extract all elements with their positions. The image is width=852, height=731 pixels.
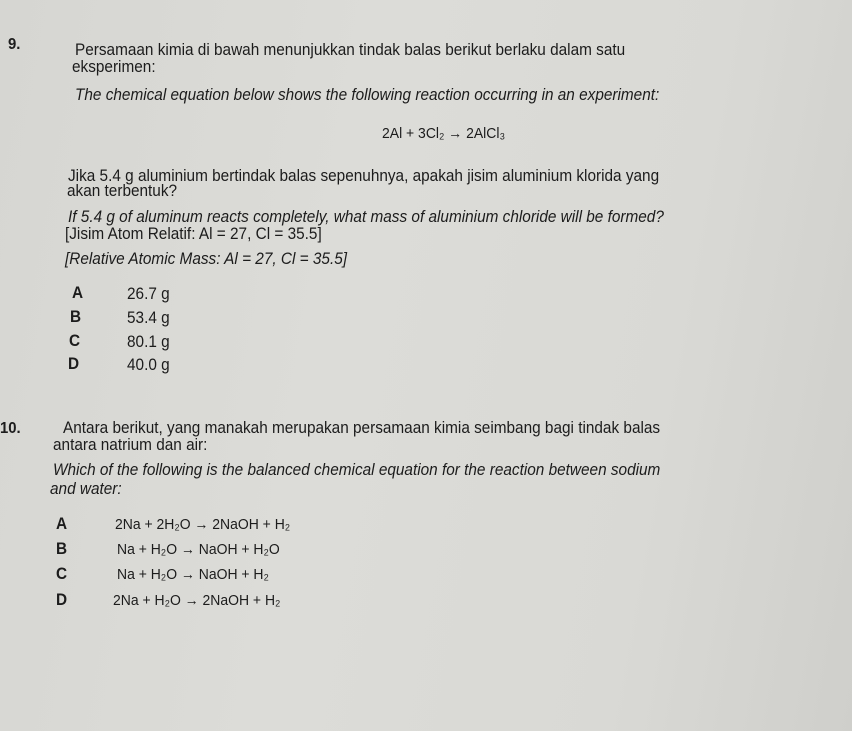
option-letter[interactable]: D xyxy=(56,591,68,609)
question-text-english: and water: xyxy=(50,480,122,498)
option-equation[interactable]: Na + H₂O → NaOH + H₂O xyxy=(117,541,280,558)
option-text[interactable]: 26.7 g xyxy=(127,285,170,303)
option-equation[interactable]: 2Na + 2H₂O → 2NaOH + H₂ xyxy=(115,516,291,533)
option-text[interactable]: 80.1 g xyxy=(127,333,170,351)
option-letter[interactable]: B xyxy=(70,308,82,326)
option-equation[interactable]: 2Na + H₂O → 2NaOH + H₂ xyxy=(113,592,281,609)
option-letter[interactable]: C xyxy=(56,565,68,583)
question-prompt-malay: Jika 5.4 g aluminium bertindak balas sepenuhnya, apakah jisim aluminium klorida yang xyxy=(68,167,660,185)
question-text-malay: Antara berikut, yang manakah merupakan persamaan kimia seimbang bagi tindak balas xyxy=(63,419,661,437)
option-letter[interactable]: B xyxy=(56,540,68,558)
option-equation[interactable]: Na + H₂O → NaOH + H₂ xyxy=(117,566,269,583)
option-letter[interactable]: A xyxy=(56,515,68,533)
relative-atomic-mass-malay: [Jisim Atom Relatif: Al = 27, Cl = 35.5] xyxy=(65,225,322,243)
question-text-english: Which of the following is the balanced chemical equation for the reaction between sodium xyxy=(53,461,661,479)
option-letter[interactable]: C xyxy=(69,332,81,350)
option-letter[interactable]: D xyxy=(68,355,80,373)
option-letter[interactable]: A xyxy=(72,284,84,302)
question-text-malay: antara natrium dan air: xyxy=(53,436,208,454)
option-text[interactable]: 53.4 g xyxy=(127,309,170,327)
question-number: 10. xyxy=(0,420,21,437)
question-number: 9. xyxy=(8,36,21,53)
option-text[interactable]: 40.0 g xyxy=(127,356,170,374)
chemical-equation: 2Al + 3Cl₂ → 2AlCl₃ xyxy=(382,125,506,142)
question-text-malay: Persamaan kimia di bawah menunjukkan tindak balas berikut berlaku dalam satu xyxy=(75,41,626,59)
question-prompt-english: If 5.4 g of aluminum reacts completely, what mass of aluminium chloride will be formed? xyxy=(68,208,664,226)
question-text-english: The chemical equation below shows the following reaction occurring in an experiment: xyxy=(75,86,660,104)
question-prompt-malay: akan terbentuk? xyxy=(67,182,178,200)
relative-atomic-mass-english: [Relative Atomic Mass: Al = 27, Cl = 35.5] xyxy=(65,250,348,268)
question-text-malay: eksperimen: xyxy=(72,58,156,76)
